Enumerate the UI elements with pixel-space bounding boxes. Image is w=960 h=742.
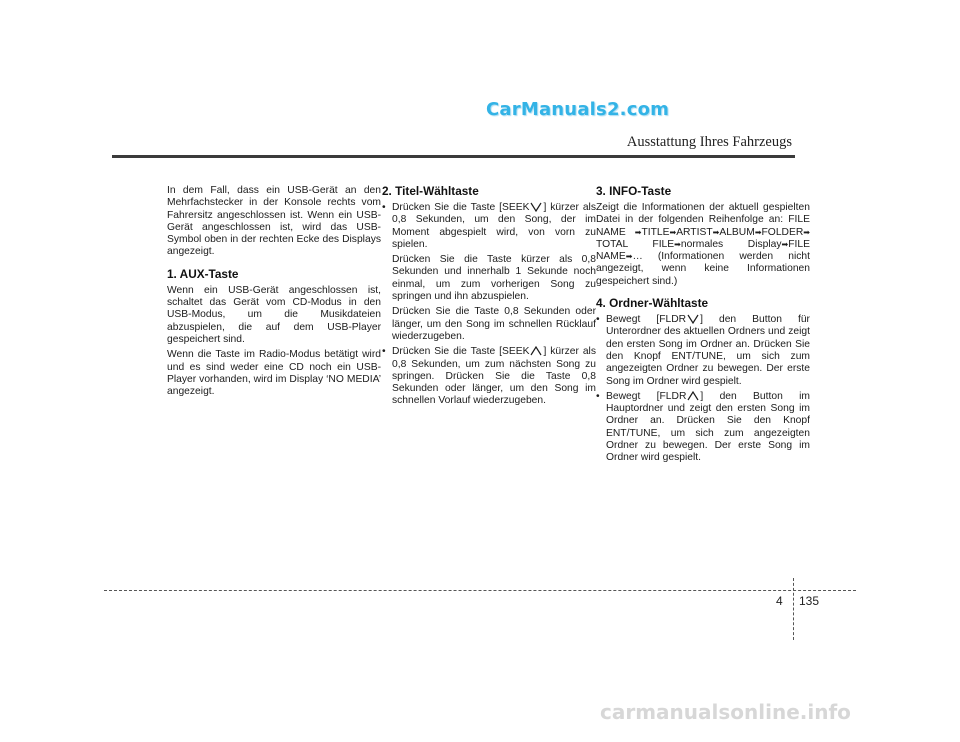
arrow-right-icon: ➡ (634, 227, 642, 237)
chapter-number: 4 (776, 594, 783, 608)
list-item (382, 346, 596, 407)
seek-down-text-post: ] kürzer als 0,8 Sekunden, um den Song, der im Moment abgespielt wird, von vorn zu spielen. (392, 202, 596, 250)
info-seq-item: ARTIST (676, 226, 713, 238)
arrow-right-icon: ➡ (754, 227, 762, 237)
heading-info-button: 3. INFO-Taste (596, 184, 672, 198)
seek-up-text-pre: Drücken Sie die Taste [SEEK (392, 346, 530, 358)
list-item (596, 391, 810, 465)
intro-paragraph: In dem Fall, dass ein USB-Gerät an den Mehrfachstecker in der Konsole rechts vom Fahrersitz angeschlossen ist. Wenn ein USB-Gerät angeschlossen ist, wird das USB-Symbol oben in der rechten Ecke des Displays angezeigt. (167, 185, 381, 258)
folder-down-text-pre: Bewegt [FLDR (606, 314, 687, 326)
info-text-b: … (Informationen werden nicht angezeigt, wenn keine Informationen gespeichert sind.) (596, 251, 810, 287)
arrow-right-icon: ➡ (712, 227, 720, 237)
info-seq-item: FILE NAME (596, 238, 810, 263)
list-item (382, 202, 596, 343)
arrow-right-icon: ➡ (669, 227, 677, 237)
footer-divider (793, 578, 794, 640)
seek-down-text-pre: Drücken Sie die Taste [SEEK (392, 202, 530, 213)
info-text-a: Zeigt die Informationen der aktuell gespielten Datei in der folgenden Reihenfolge an: FILE NAME (596, 202, 810, 238)
watermark-logo-bottom: carmanualsonline.info (600, 700, 851, 724)
arrow-right-icon: ➡ (625, 252, 633, 262)
folder-select-list (596, 314, 810, 465)
folder-down-text-post: ] den Button für Unterordner des aktuellen Ordners und zeigt den ersten Song im Ordner an. Drücken Sie den Knopf ENT/TUNE, um sich zum angezeigten Ordner zu bewegen. Der erste Song im Ordner wird gespielt. (606, 314, 810, 387)
heading-folder-select: 4. Ordner-Wähltaste (596, 296, 709, 311)
footer-rule (104, 590, 856, 591)
folder-up-paragraph (606, 391, 810, 465)
list-item (596, 314, 810, 388)
info-seq-item: FOLDER (761, 226, 804, 238)
arrow-right-icon: ➡ (674, 239, 681, 249)
seek-down-paragraph (392, 202, 596, 251)
info-seq-item: TOTAL FILE (596, 238, 675, 250)
chevron-down-icon (530, 202, 542, 212)
chevron-down-icon (687, 314, 699, 324)
header-rule (112, 155, 795, 158)
column-2 (382, 185, 596, 411)
track-select-list (382, 202, 596, 408)
chevron-up-icon (687, 391, 699, 401)
aux-paragraph-2: Wenn die Taste im Radio-Modus betätigt wird und es sind weder eine CD noch ein USB-Player vorhanden, wird im Display ‘NO MEDIA’ angezeigt. (167, 349, 381, 398)
arrow-right-icon: ➡ (781, 239, 789, 249)
seek-up-text-post: ] kürzer als 0,8 Sekunden, um zum nächsten Song zu springen. Drücken Sie die Taste 0,8 Sekunden oder länger, um den Song im schnellen Vorlauf wiederzugeben. (392, 346, 596, 407)
watermark-logo-top: CarManuals2.com (486, 99, 670, 120)
folder-up-text-pre: Bewegt [FLDR (606, 390, 687, 402)
folder-down-paragraph (606, 314, 810, 388)
section-title: Ausstattung Ihres Fahrzeugs (626, 134, 792, 150)
seek-down-paragraph-2: Drücken Sie die Taste kürzer als 0,8 Sekunden und innerhalb 1 Sekunde noch einmal, um zum vorherigen Song zu springen und ihn abzuspielen. (392, 254, 596, 303)
column-1 (167, 185, 381, 401)
info-paragraph (596, 202, 810, 288)
seek-down-paragraph-3: Drücken Sie die Taste 0,8 Sekunden oder länger, um den Song im schnellen Rücklauf wiederzugeben. (392, 306, 596, 342)
info-seq-item: TITLE (641, 226, 670, 238)
chevron-up-icon (530, 346, 542, 356)
seek-up-paragraph (392, 346, 596, 407)
folder-up-text-post: ] den Button im Hauptordner und zeigt den ersten Song im Ordner an. Drücken Sie den Knopf ENT/TUNE, um sich zum angezeigten Ordner zu bewegen. Der erste Song im Ordner wird gespielt. (606, 390, 810, 464)
page-number: 135 (799, 594, 820, 608)
heading-aux-button: 1. AUX-Taste (167, 266, 239, 281)
arrow-right-icon: ➡ (803, 227, 810, 237)
info-seq-item: ALBUM (719, 226, 755, 238)
info-seq-item: normales Display (680, 238, 782, 250)
heading-track-select: 2. Titel-Wähltaste (382, 184, 479, 198)
aux-paragraph-1: Wenn ein USB-Gerät angeschlossen ist, schaltet das Gerät vom CD-Modus in den USB-Modus, um die Musikdateien abzuspielen, die auf dem USB-Player gespeichert sind. (167, 284, 381, 345)
column-3 (596, 185, 810, 468)
